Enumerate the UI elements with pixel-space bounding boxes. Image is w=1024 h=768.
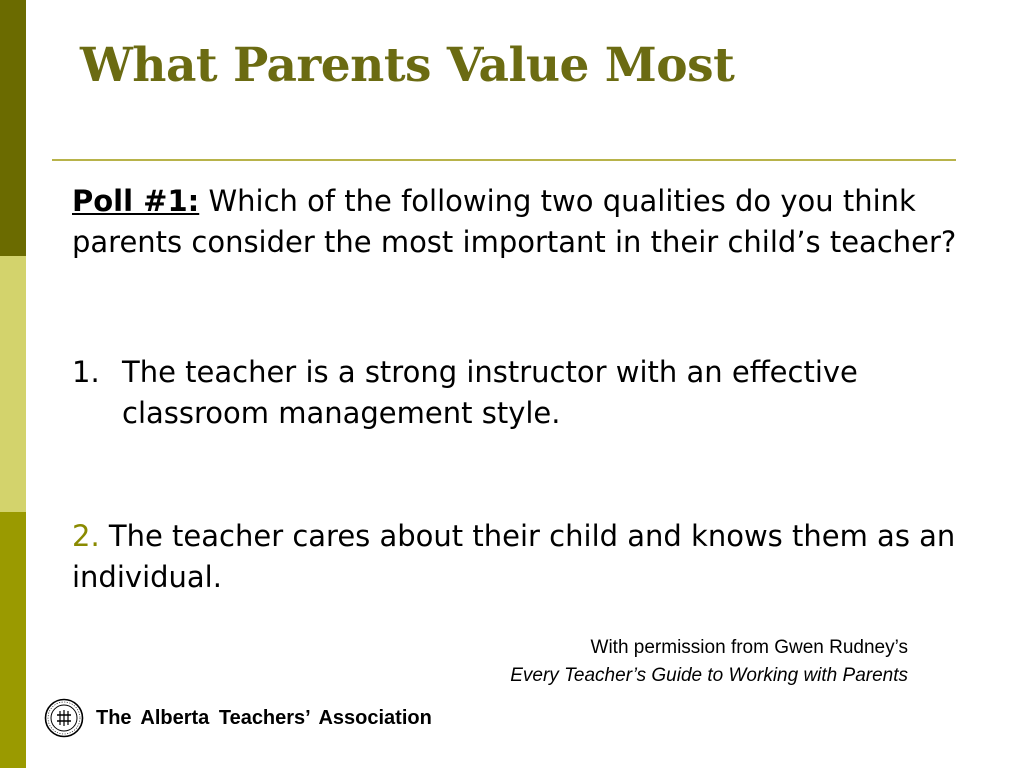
option-2-number: 2. [72, 519, 100, 553]
option-2-text: The teacher cares about their child and knows them as an individual. [72, 519, 956, 594]
option-1-text: The teacher is a strong instructor with an effective classroom management style. [122, 355, 858, 430]
option-1 [72, 352, 972, 434]
accent-bar-middle [0, 256, 26, 512]
footer [44, 698, 432, 738]
option-2 [72, 516, 992, 598]
poll-question-text: Which of the following two qualities do you think parents consider the most important in their child’s teacher? [72, 184, 957, 259]
attribution [510, 634, 908, 690]
accent-bar-top [0, 0, 26, 256]
accent-bar-bottom [0, 512, 26, 768]
organization-name: The Alberta Teachers’ Association [96, 706, 432, 729]
poll-question [72, 181, 992, 263]
ata-seal-icon [44, 698, 84, 738]
title-divider [52, 159, 956, 161]
attribution-line-1: With permission from Gwen Rudney’s [590, 637, 908, 658]
option-1-number: 1. [72, 355, 100, 389]
attribution-book-title: Every Teacher’s Guide to Working with Parents [510, 665, 908, 686]
slide-title: What Parents Value Most [80, 38, 735, 93]
poll-label: Poll #1: [72, 184, 200, 218]
